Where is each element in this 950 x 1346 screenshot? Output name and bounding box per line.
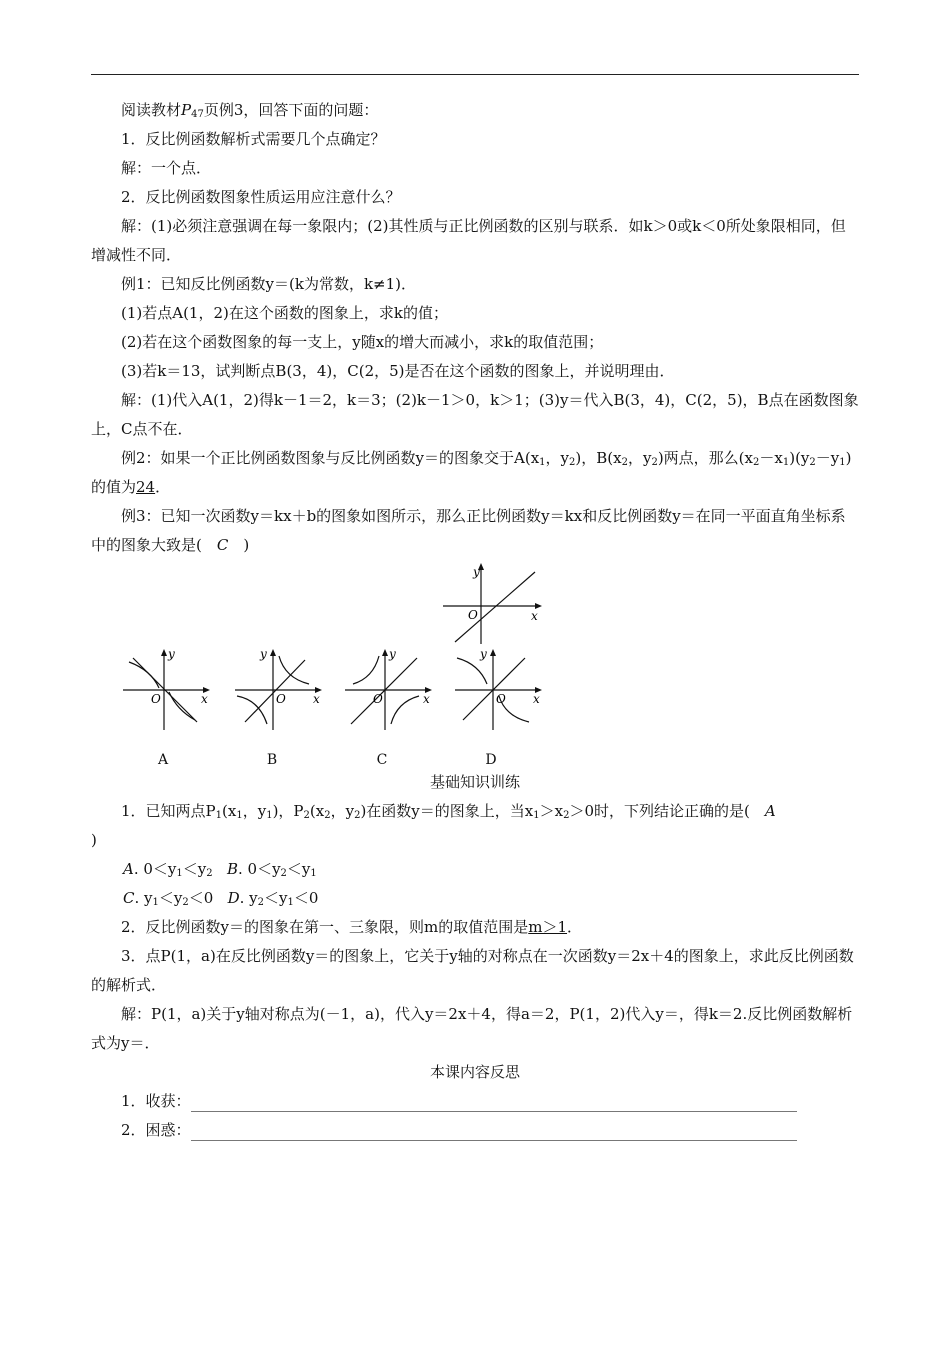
option-c-label: C: [376, 752, 388, 768]
training-1-options-ab: A. $0<y_1<y_2$ B. $0<y_2<y_1$: [123, 860, 317, 879]
intro-pre: 阅读教材: [121, 101, 182, 119]
y-axis-arrow: [490, 649, 496, 656]
intro-p-sub: 47: [191, 109, 204, 120]
example-2-answer: 24: [136, 478, 156, 496]
header-rule: [91, 74, 859, 75]
reflection-gain: 1．收获：: [91, 1087, 859, 1116]
option-b-graph: [233, 648, 323, 732]
linear-function-graph: [443, 562, 543, 646]
option-d-graph: [453, 648, 543, 732]
reflection-doubt: 2．困惑：: [91, 1116, 859, 1145]
gain-blank-line[interactable]: [191, 1093, 797, 1112]
hyperbola-branch-2: [129, 662, 159, 688]
example-3: 例3：已知一次函数y＝kx＋b的图象如图所示，那么正比例函数y＝kx和反比例函数y＝在同一平面直角坐标系中的图象大致是( C ): [91, 507, 846, 554]
y-label: y: [473, 565, 480, 579]
svg-text:x: x: [201, 692, 208, 706]
example-1-title: 例1：已知反比例函数y＝(k为常数，k≠1)．: [121, 275, 417, 293]
svg-text:x: x: [313, 692, 320, 706]
option-b-figure: [233, 648, 323, 732]
section-reflection: 本课内容反思: [429, 1063, 520, 1081]
svg-text:y: y: [260, 648, 267, 661]
doubt-blank-line[interactable]: [191, 1122, 797, 1141]
option-a-figure: [121, 648, 211, 732]
example-1-part-2: (2)若在这个函数图象的每一支上，y随x的增大而减小，求k的取值范围；: [121, 333, 604, 351]
svg-text:y: y: [168, 648, 175, 661]
intro-post: 页例3，回答下面的问题：: [203, 101, 379, 119]
hyperbola-branch-2: [353, 656, 379, 684]
example-2: 例2：如果一个正比例函数图象与反比例函数y＝的图象交于$A(x_1$，$y_2$)，$B(x_2$，$y_2$)两点，那么$(x_2-x_1)(y_2-y_1)$的值为24．: [91, 449, 852, 496]
answer-2: 解：(1)必须注意强调在每一象限内；(2)其性质与正比例函数的区别与联系．如k＞0或k＜0所处象限相同，但增减性不同．: [91, 217, 846, 264]
example-1-part-1: (1)若点A(1，2)在这个函数的图象上，求k的值；: [121, 304, 448, 322]
line-increasing: [351, 658, 417, 724]
example-1-solution: 解：(1)代入A(1，2)得k－1＝2，k＝3；(2)k－1＞0，k＞1；(3)y＝代入B(3，4)，C(2，5)，B点在函数图象上，C点不在．: [91, 391, 859, 438]
svg-text:O: O: [276, 692, 286, 706]
svg-text:y: y: [480, 648, 487, 661]
origin-label: O: [468, 608, 478, 622]
hyperbola-branch-4: [391, 696, 419, 724]
training-2: 2．反比例函数y＝的图象在第一、三象限，则m的取值范围是m＞1．: [121, 918, 583, 936]
training-3-solution: 解：P(1，a)关于y轴对称点为(－1，a)，代入y＝2x＋4，得a＝2，P(1，2)代入y＝，得k＝2.反比例函数解析式为y＝．: [91, 1005, 853, 1052]
training-1-options-cd: C. $y_1<y_2<0$ D. $y_2<y_1<0$: [123, 889, 319, 908]
example-3-figures: [91, 560, 859, 768]
training-1-answer: A: [764, 802, 776, 820]
answer-1: 解：一个点．: [121, 159, 212, 177]
svg-text:y: y: [389, 648, 396, 661]
linear-function-figure: [443, 562, 543, 646]
line-increasing: [245, 660, 305, 722]
option-c-figure: [343, 648, 433, 732]
section-basic-training: 基础知识训练: [429, 773, 520, 791]
linear-line: [455, 572, 535, 642]
svg-text:x: x: [423, 692, 430, 706]
training-1: 1．已知两点$P_1(x_1$，$y_1$)，$P_2(x_2$，$y_2$)在函数y＝的图象上，当$x_1>x_2>0$时，下列结论正确的是( A ): [91, 802, 776, 849]
svg-text:O: O: [151, 692, 161, 706]
option-c-graph: [343, 648, 433, 732]
example-1-part-3: (3)若k＝13，试判断点B(3，4)，C(2，5)是否在这个函数的图象上，并说明理由．: [121, 362, 675, 380]
svg-text:O: O: [496, 692, 506, 706]
x-label: x: [531, 609, 538, 623]
line-increasing: [463, 658, 525, 720]
svg-text:x: x: [533, 692, 540, 706]
y-axis-arrow: [161, 649, 167, 656]
option-b-label: B: [266, 752, 278, 768]
training-3: 3．点P(1，a)在反比例函数y＝的图象上，它关于y轴的对称点在一次函数y＝2x＋4的图象上，求此反比例函数的解析式．: [91, 947, 854, 994]
example-3-answer: C: [216, 536, 229, 554]
option-d-figure: [453, 648, 543, 732]
svg-text:O: O: [373, 692, 383, 706]
intro-line: [91, 96, 859, 125]
option-d-label: D: [485, 752, 497, 768]
hyperbola-branch-3: [237, 696, 267, 724]
hyperbola-branch-2: [457, 658, 487, 684]
y-axis-arrow: [270, 649, 276, 656]
option-a-graph: [121, 648, 211, 732]
y-axis-arrow: [382, 649, 388, 656]
question-2: 2．反比例函数图象性质运用应注意什么？: [121, 188, 401, 206]
training-2-answer: m＞1: [528, 918, 568, 936]
question-1: 1．反比例函数解析式需要几个点确定？: [121, 130, 386, 148]
page-content: [91, 96, 859, 1145]
option-a-label: A: [157, 752, 169, 768]
intro-p: P: [181, 101, 192, 119]
